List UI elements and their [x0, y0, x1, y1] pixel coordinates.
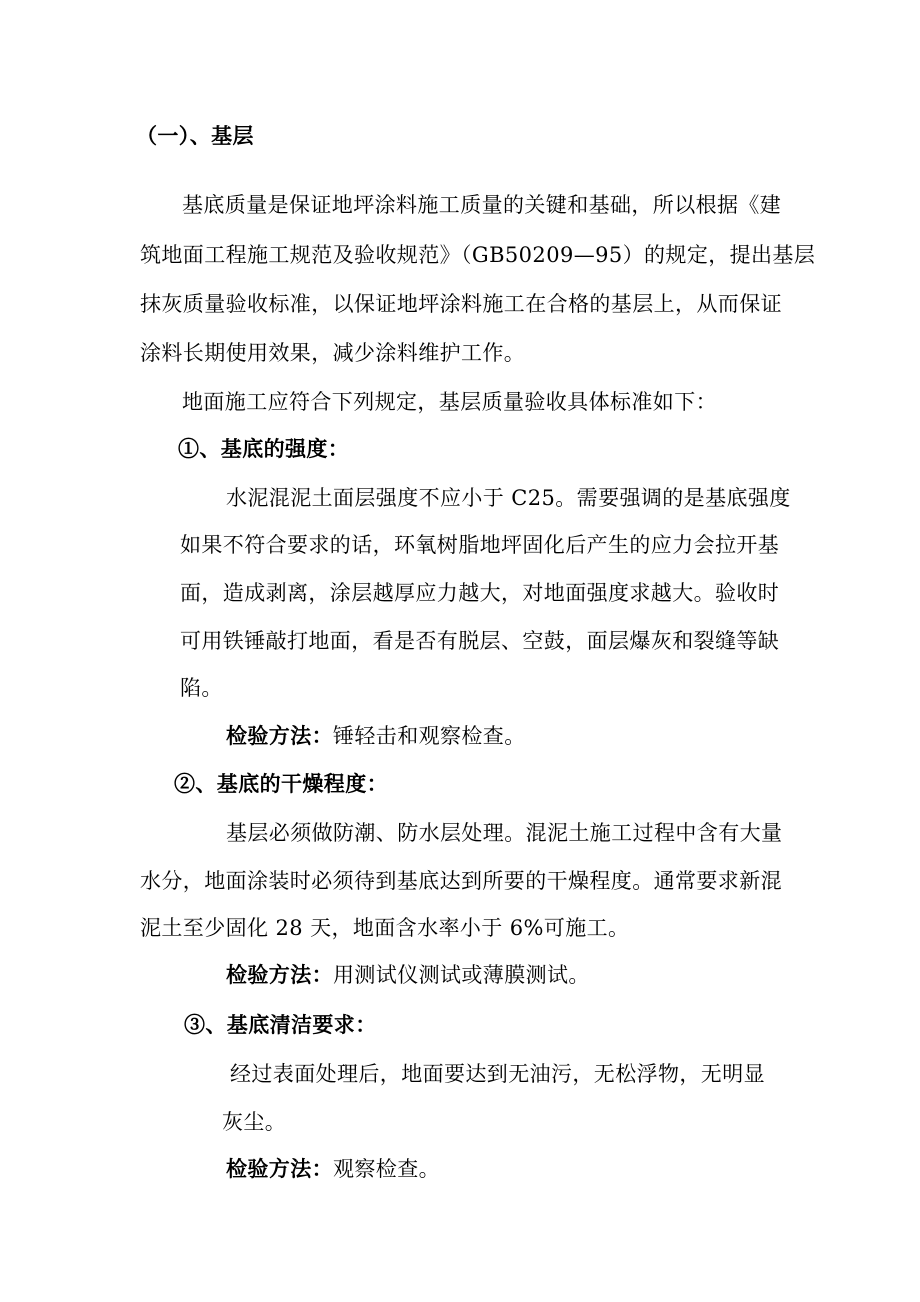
- item-line: 泥土至少固化 28 天，地面含水率小于 6%可施工。: [140, 916, 630, 940]
- item-line: 陷。: [180, 676, 223, 700]
- method-text: 观察检查。: [333, 1157, 440, 1181]
- item-heading: ③、基底清洁要求：: [184, 1012, 377, 1037]
- inspection-method: [226, 960, 590, 990]
- section-heading: （一）、基层: [136, 123, 254, 148]
- inspection-method: [226, 1154, 440, 1184]
- item-line: 面，造成剥离，涂层越厚应力越大，对地面强度求越大。验收时: [180, 581, 780, 605]
- item-line: 基层必须做防潮、防水层处理。混泥土施工过程中含有大量: [226, 821, 783, 845]
- item-line: 水泥混泥土面层强度不应小于 C25。需要强调的是基底强度: [226, 486, 791, 510]
- item-line: 灰尘。: [222, 1110, 287, 1134]
- method-text: 用测试仪测试或薄膜测试。: [333, 963, 590, 987]
- item-line: 如果不符合要求的话，环氧树脂地坪固化后产生的应力会拉开基: [180, 533, 780, 557]
- item-heading: ①、基底的强度：: [178, 436, 350, 461]
- item-line: 经过表面处理后，地面要达到无油污，无松浮物，无明显: [230, 1062, 765, 1086]
- item-line: 可用铁锤敲打地面，看是否有脱层、空鼓，面层爆灰和裂缝等缺: [180, 629, 780, 653]
- method-label: 检验方法：: [226, 723, 333, 748]
- method-label: 检验方法：: [226, 962, 333, 987]
- intro-line-2: 筑地面工程施工规范及验收规范》（GB50209—95）的规定，提出基层: [140, 243, 816, 267]
- inspection-method: [226, 721, 526, 751]
- intro-line-1: 基底质量是保证地坪涂料施工质量的关键和基础，所以根据《建: [182, 193, 782, 217]
- item-heading: ②、基底的干燥程度：: [174, 771, 388, 796]
- method-text: 锤轻击和观察检查。: [333, 724, 526, 748]
- rules-intro: 地面施工应符合下列规定，基层质量验收具体标准如下：: [182, 390, 717, 414]
- item-line: 水分，地面涂装时必须待到基底达到所要的干燥程度。通常要求新混: [140, 869, 782, 893]
- intro-line-3: 抹灰质量验收标准，以保证地坪涂料施工在合格的基层上，从而保证: [140, 292, 782, 316]
- intro-line-4: 涂料长期使用效果，减少涂料维护工作。: [140, 341, 526, 365]
- method-label: 检验方法：: [226, 1156, 333, 1181]
